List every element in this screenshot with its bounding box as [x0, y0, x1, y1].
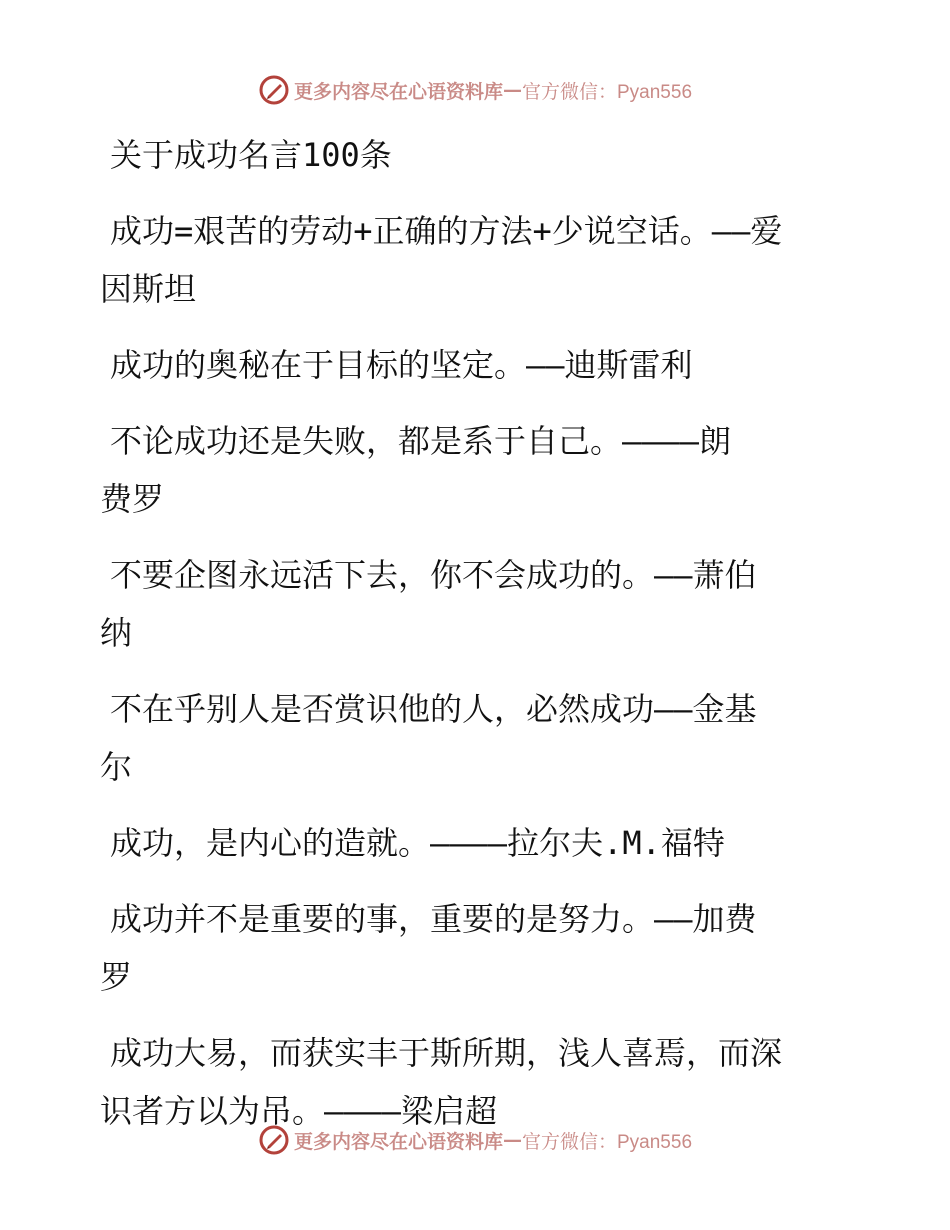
quote-line-continued: 识者方以为吊。————梁启超 — [100, 1092, 498, 1130]
document-title: 关于成功名言100条 — [110, 136, 392, 174]
quote-line-continued: 尔 — [100, 748, 133, 786]
banner-dash: — — [503, 1129, 522, 1151]
pen-logo-icon — [258, 74, 290, 106]
quote-line: 不要企图永远活下去，你不会成功的。——萧伯 — [110, 556, 757, 594]
quote-line-continued: 费罗 — [100, 480, 165, 518]
quote-item — [100, 336, 860, 394]
quote-line: 成功=艰苦的劳动+正确的方法+少说空话。——爱 — [110, 212, 783, 250]
quote-line: 成功并不是重要的事，重要的是努力。——加费 — [110, 900, 757, 938]
quote-item — [100, 680, 860, 796]
quote-line: 成功，是内心的造就。————拉尔夫.M.福特 — [110, 824, 725, 862]
quote-line-continued: 纳 — [100, 614, 133, 652]
banner-main-text: 更多内容尽在心语资料库 — [293, 1130, 503, 1153]
banner-main-text: 更多内容尽在心语资料库 — [293, 80, 503, 103]
quote-item — [100, 412, 860, 528]
banner-wechat-text: 官方微信：Pyan556 — [522, 81, 693, 103]
quote-line: 不论成功还是失败，都是系于自己。————朗 — [110, 422, 732, 460]
document-body — [100, 118, 860, 1140]
quote-line: 成功的奥秘在于目标的坚定。——迪斯雷利 — [110, 346, 693, 384]
quote-line-continued: 因斯坦 — [100, 270, 197, 308]
banner-wechat-text: 官方微信：Pyan556 — [522, 1131, 693, 1153]
quote-item — [100, 202, 860, 318]
quote-line: 成功大易，而获实丰于斯所期，浅人喜焉，而深 — [110, 1034, 783, 1072]
watermark-footer — [0, 1120, 950, 1160]
quote-item — [100, 546, 860, 662]
quote-line: 不在乎别人是否赏识他的人，必然成功——金基 — [110, 690, 757, 728]
quote-line-continued: 罗 — [100, 958, 133, 996]
quote-item — [100, 890, 860, 1006]
quote-item — [100, 814, 860, 872]
pen-logo-icon — [258, 1124, 290, 1156]
banner-dash: — — [503, 79, 522, 101]
watermark-header — [0, 70, 950, 110]
